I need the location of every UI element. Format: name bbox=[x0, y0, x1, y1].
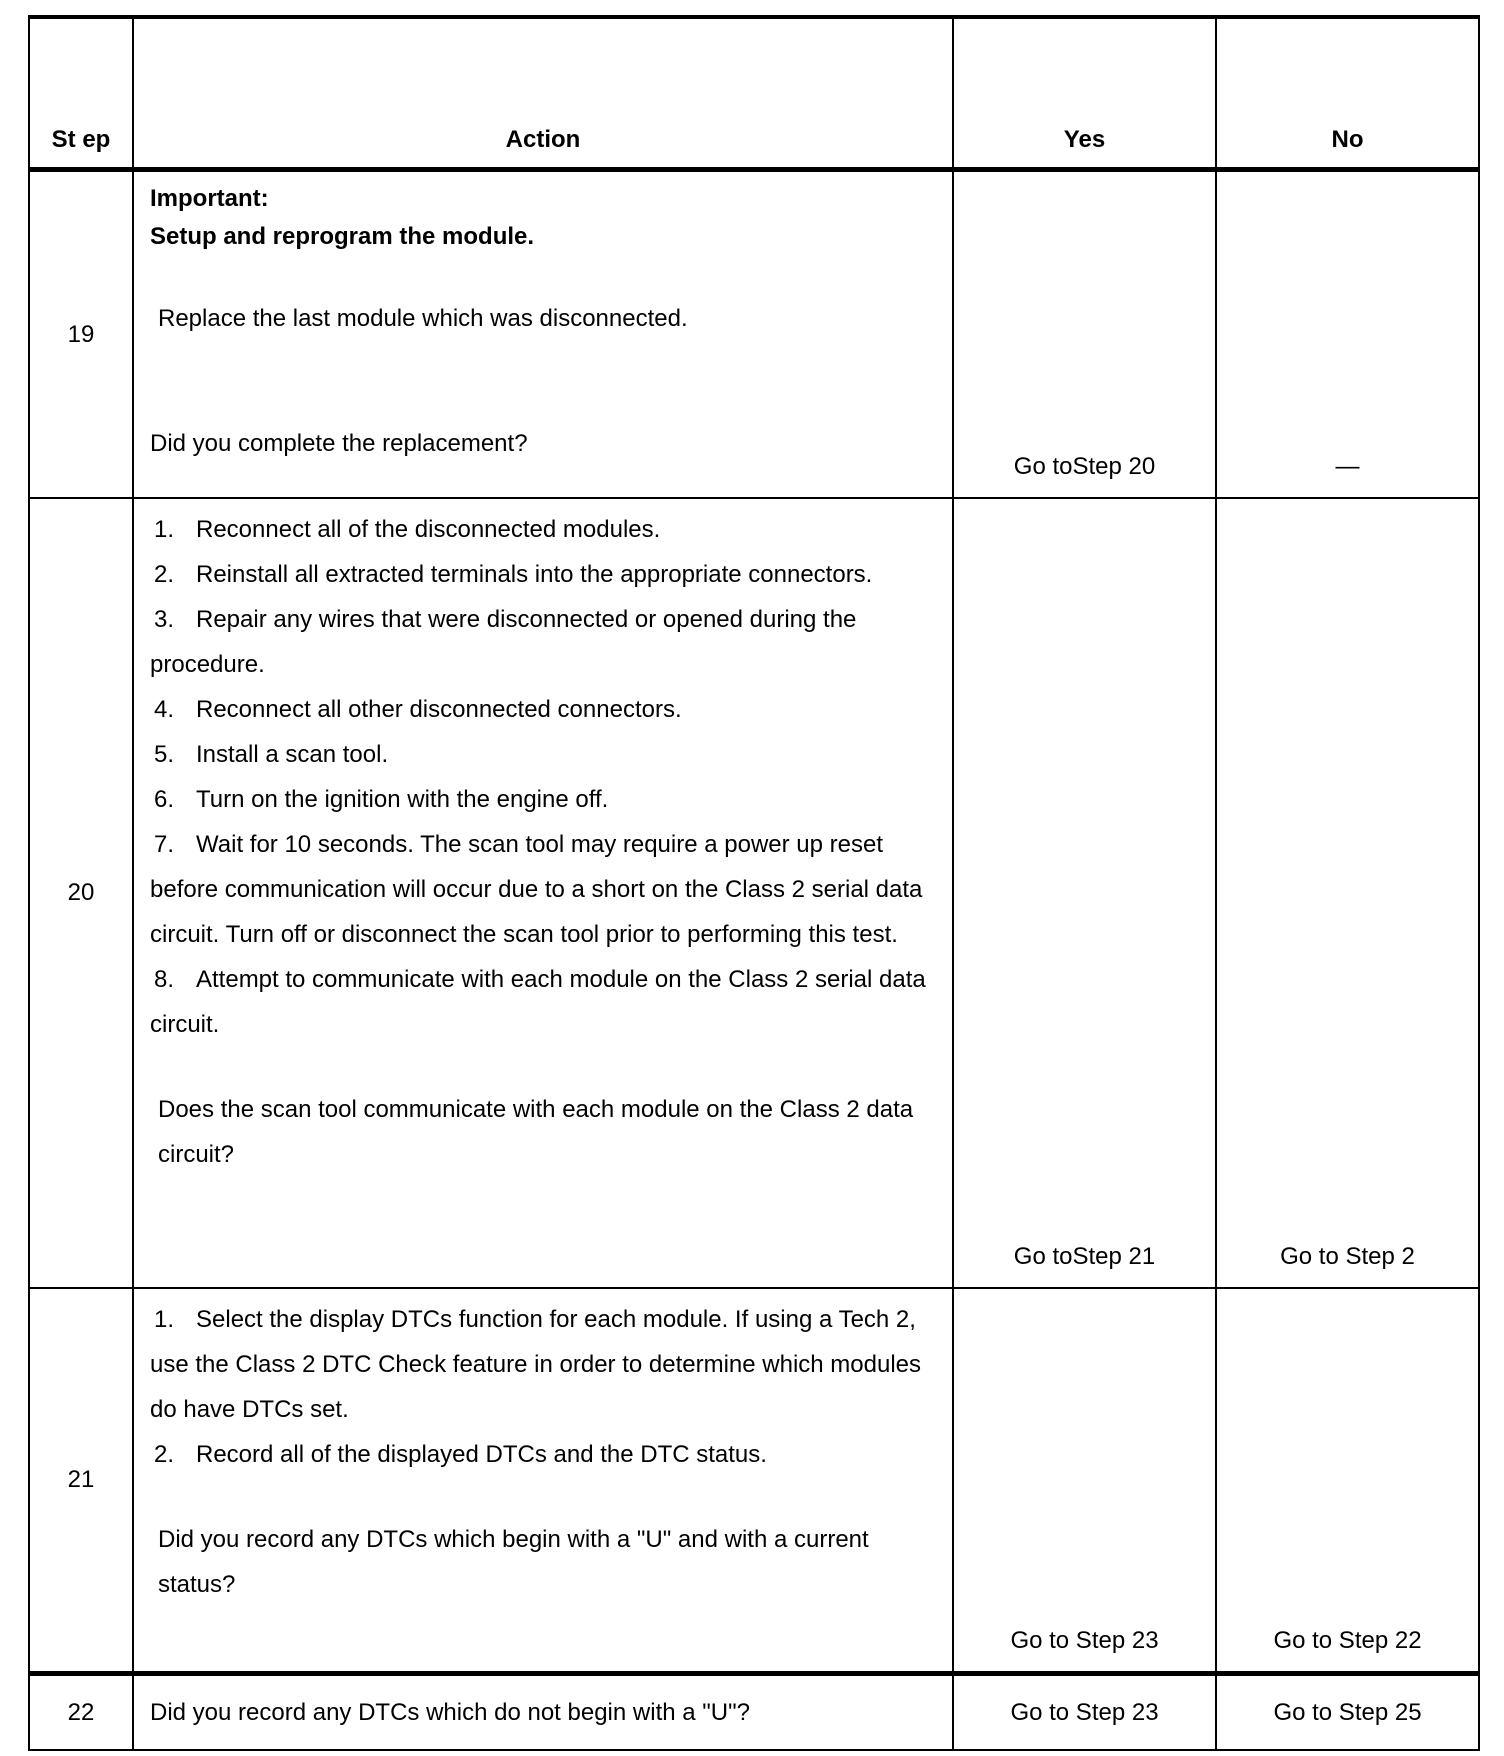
list-item bbox=[150, 597, 936, 687]
list-text: Repair any wires that were disconnected or opened during the procedure. bbox=[150, 605, 857, 678]
list-item bbox=[150, 687, 936, 732]
list-item bbox=[150, 957, 936, 1047]
action-cell bbox=[133, 498, 953, 1288]
list-number: 1. bbox=[154, 515, 175, 543]
question: Did you record any DTCs which begin with a "U" and with a current status? bbox=[158, 1525, 869, 1598]
action-line: Replace the last module which was disconnected. bbox=[158, 305, 688, 332]
list-text: Wait for 10 seconds. The scan tool may require a power up reset before communication will occur due to a short on the Class 2 serial data circuit. Turn off or disconnect the scan tool prior to performing this test. bbox=[150, 830, 923, 948]
header-no: No bbox=[1216, 17, 1479, 170]
list-item bbox=[150, 552, 936, 597]
list-item bbox=[150, 822, 936, 957]
list-text: Turn on the ignition with the engine off. bbox=[196, 785, 609, 813]
table-row bbox=[29, 1674, 1479, 1750]
important-text: Setup and reprogram the module. bbox=[150, 223, 535, 250]
list-text: Record all of the displayed DTCs and the DTC status. bbox=[196, 1440, 767, 1468]
step-number: 20 bbox=[29, 498, 133, 1288]
action-cell bbox=[133, 1288, 953, 1674]
list-text: Reconnect all other disconnected connectors. bbox=[196, 695, 682, 723]
list-text: Attempt to communicate with each module on the Class 2 serial data circuit. bbox=[150, 965, 926, 1038]
no-link[interactable]: Go to Step 22 bbox=[1216, 1288, 1479, 1674]
question: Did you record any DTCs which do not begin with a "U"? bbox=[133, 1674, 953, 1750]
list-number: 2. bbox=[154, 1440, 175, 1468]
list-number: 4. bbox=[154, 695, 175, 723]
important-label: Important: bbox=[150, 185, 269, 212]
list-text: Reconnect all of the disconnected modules. bbox=[196, 515, 661, 543]
header-step: St ep bbox=[29, 17, 133, 170]
no-link: — bbox=[1216, 170, 1479, 498]
no-link[interactable]: Go to Step 25 bbox=[1216, 1674, 1479, 1750]
list-text: Install a scan tool. bbox=[196, 740, 389, 768]
yes-link[interactable]: Go toStep 20 bbox=[953, 170, 1216, 498]
question: Did you complete the replacement? bbox=[150, 430, 528, 457]
list-item bbox=[150, 777, 936, 822]
header-row bbox=[29, 17, 1479, 170]
list-number: 5. bbox=[154, 740, 175, 768]
table-row bbox=[29, 1288, 1479, 1674]
list-item bbox=[150, 1297, 936, 1432]
no-link[interactable]: Go to Step 2 bbox=[1216, 498, 1479, 1288]
list-item bbox=[150, 732, 936, 777]
action-cell bbox=[133, 170, 953, 498]
diagnostic-table bbox=[28, 15, 1480, 1751]
list-number: 3. bbox=[154, 605, 175, 633]
yes-link[interactable]: Go to Step 23 bbox=[953, 1288, 1216, 1674]
step-number: 22 bbox=[29, 1674, 133, 1750]
list-number: 1. bbox=[154, 1305, 175, 1333]
list-text: Select the display DTCs function for each module. If using a Tech 2, use the Class 2 DTC Check feature in order to determine which modules do have DTCs set. bbox=[150, 1305, 922, 1423]
yes-link[interactable]: Go to Step 23 bbox=[953, 1674, 1216, 1750]
step-number: 19 bbox=[29, 170, 133, 498]
header-action: Action bbox=[133, 17, 953, 170]
list-number: 6. bbox=[154, 785, 175, 813]
list-text: Reinstall all extracted terminals into the appropriate connectors. bbox=[196, 560, 873, 588]
header-yes: Yes bbox=[953, 17, 1216, 170]
list-number: 8. bbox=[154, 965, 175, 993]
yes-link[interactable]: Go toStep 21 bbox=[953, 498, 1216, 1288]
list-item bbox=[150, 1432, 936, 1477]
list-item bbox=[150, 507, 936, 552]
list-number: 2. bbox=[154, 560, 175, 588]
table-row bbox=[29, 170, 1479, 498]
list-number: 7. bbox=[154, 830, 175, 858]
table-row bbox=[29, 498, 1479, 1288]
step-number: 21 bbox=[29, 1288, 133, 1674]
question: Does the scan tool communicate with each module on the Class 2 data circuit? bbox=[158, 1095, 914, 1168]
